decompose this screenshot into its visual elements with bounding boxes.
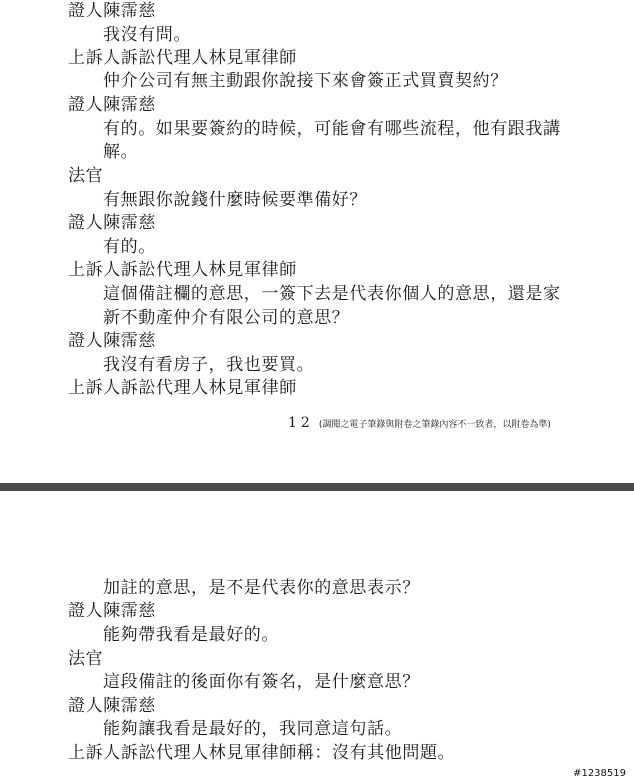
speaker-line: 法官 — [68, 649, 104, 669]
speech-line: 有的。 — [103, 237, 156, 257]
speaker-line: 上訴人訴訟代理人林見軍律師 — [68, 48, 297, 68]
speaker-line: 上訴人訴訟代理人林見軍律師 — [68, 260, 297, 280]
speech-line: 新不動產仲介有限公司的意思？ — [103, 308, 350, 328]
speech-line: 仲介公司有無主動跟你說接下來會簽正式買賣契約？ — [103, 71, 508, 91]
speaker-line: 證人陳霈慈 — [68, 95, 156, 115]
speech-line: 有的。如果要簽約的時候，可能會有哪些流程，他有跟我講 — [103, 119, 561, 139]
transcript-page-bottom — [0, 491, 634, 781]
page-divider — [0, 483, 634, 491]
document-id-watermark: #1238519 — [573, 768, 626, 779]
speech-line: 這個備註欄的意思，一簽下去是代表你個人的意思，還是家 — [103, 284, 561, 304]
speaker-line: 證人陳霈慈 — [68, 213, 156, 233]
speech-line: 有無跟你說錢什麼時候要準備好？ — [103, 190, 367, 210]
speech-line: 能夠帶我看是最好的。 — [103, 625, 279, 645]
speech-line: 我沒有問。 — [103, 25, 191, 45]
speaker-line: 證人陳霈慈 — [68, 601, 156, 621]
speaker-line: 證人陳霈慈 — [68, 1, 156, 21]
speech-line: 我沒有看房子，我也要買。 — [103, 355, 315, 375]
footer-note: (調閱之電子筆錄與附卷之筆錄內容不一致者，以附卷為準) — [318, 420, 551, 430]
page-number: 12 — [288, 415, 314, 431]
speech-line: 這段備註的後面你有簽名，是什麼意思？ — [103, 672, 420, 692]
speaker-line: 上訴人訴訟代理人林見軍律師稱：沒有其他問題。 — [68, 743, 456, 763]
speaker-line: 上訴人訴訟代理人林見軍律師 — [68, 378, 297, 398]
speaker-line: 證人陳霈慈 — [68, 331, 156, 351]
speech-line: 解。 — [103, 142, 139, 162]
speaker-line: 證人陳霈慈 — [68, 696, 156, 716]
speech-line: 能夠讓我看是最好的，我同意這句話。 — [103, 719, 403, 739]
speech-line: 加註的意思，是不是代表你的意思表示？ — [103, 578, 420, 598]
speaker-line: 法官 — [68, 166, 104, 186]
page-footer — [288, 412, 551, 431]
